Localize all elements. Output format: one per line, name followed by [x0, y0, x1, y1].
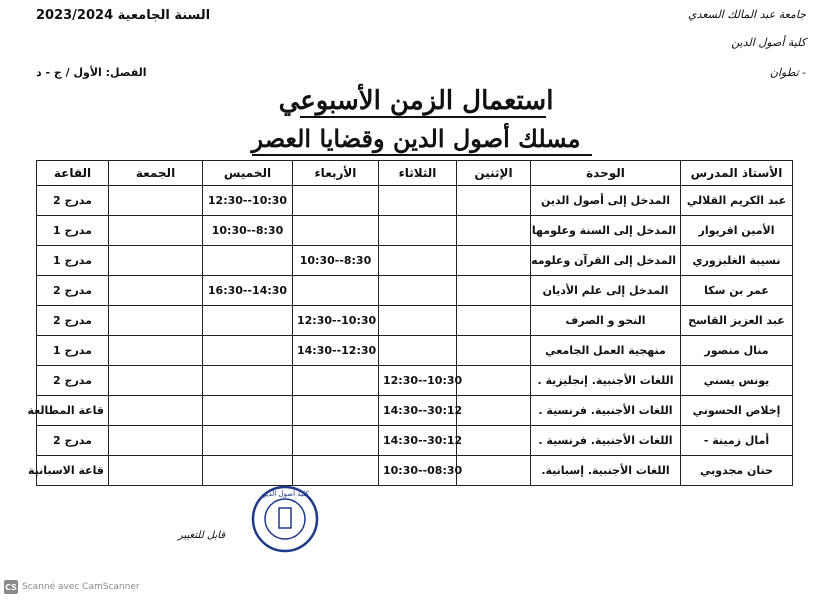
- cell-monday: [457, 306, 531, 336]
- cell-friday: [109, 246, 203, 276]
- header-professor: الأستاذ المدرس: [681, 161, 793, 186]
- table-row: [37, 396, 793, 426]
- cell-professor: إخلاص الحسوني: [681, 396, 793, 426]
- header-room: القاعة: [37, 161, 109, 186]
- page-title: استعمال الزمن الأسبوعي: [278, 86, 554, 116]
- cell-monday: [457, 186, 531, 216]
- cell-thursday: [203, 336, 293, 366]
- cell-professor: نسيبة الغلبزوري: [681, 246, 793, 276]
- cell-wednesday: [293, 276, 379, 306]
- cell-friday: [109, 336, 203, 366]
- cell-unit: المدخل إلى أصول الدين: [531, 186, 681, 216]
- cell-monday: [457, 336, 531, 366]
- table-row: [37, 306, 793, 336]
- cell-wednesday: [293, 426, 379, 456]
- cell-thursday: [203, 246, 293, 276]
- cell-tuesday: [379, 246, 457, 276]
- cell-friday: [109, 216, 203, 246]
- scanner-text: Scanné avec CamScanner: [22, 582, 140, 592]
- camscanner-icon: CS: [4, 580, 18, 594]
- cell-tuesday: 14:30--30:12: [379, 396, 457, 426]
- cell-professor: عمر بن سكا: [681, 276, 793, 306]
- cell-wednesday: [293, 396, 379, 426]
- cell-professor: عبد العزيز القاسح: [681, 306, 793, 336]
- cell-unit: المدخل إلى السنة وعلومها: [531, 216, 681, 246]
- cell-thursday: [203, 426, 293, 456]
- cell-room: مدرج 2: [37, 366, 109, 396]
- cell-friday: [109, 396, 203, 426]
- cell-thursday: [203, 396, 293, 426]
- program-title: مسلك أصول الدين وقضايا العصر: [251, 124, 581, 153]
- header-monday: الإثنين: [457, 161, 531, 186]
- cell-tuesday: 12:30--10:30: [379, 366, 457, 396]
- table-row: [37, 216, 793, 246]
- table-row: [37, 426, 793, 456]
- header-friday: الجمعة: [109, 161, 203, 186]
- official-stamp: [250, 484, 320, 554]
- cell-wednesday: [293, 366, 379, 396]
- title-underline: [300, 116, 546, 118]
- cell-room: مدرج 1: [37, 246, 109, 276]
- semester-label: الفصل: الأول / ج - د: [36, 66, 147, 79]
- table-row: [37, 456, 793, 486]
- stamp-inner-ring: [265, 499, 305, 539]
- cell-monday: [457, 276, 531, 306]
- table-row: [37, 366, 793, 396]
- cell-room: مدرج 2: [37, 276, 109, 306]
- cell-friday: [109, 186, 203, 216]
- cell-wednesday: [293, 216, 379, 246]
- city-name: - تطوان: [769, 66, 806, 79]
- cell-room: مدرج 2: [37, 186, 109, 216]
- cell-professor: أمال زمينة -: [681, 426, 793, 456]
- cell-thursday: 10:30--8:30: [203, 216, 293, 246]
- cell-room: مدرج 2: [37, 306, 109, 336]
- cell-thursday: [203, 366, 293, 396]
- program-underline: [252, 154, 592, 156]
- cell-unit: النحو و الصرف: [531, 306, 681, 336]
- cell-wednesday: 12:30--10:30: [293, 306, 379, 336]
- faculty-name: كلية أصول الدين: [731, 36, 806, 49]
- cell-tuesday: [379, 276, 457, 306]
- cell-professor: يونس يسني: [681, 366, 793, 396]
- cell-monday: [457, 216, 531, 246]
- schedule-table: [27, 160, 793, 486]
- cell-wednesday: 10:30--8:30: [293, 246, 379, 276]
- cell-unit: اللغات الأجنبية. فرنسية .: [531, 396, 681, 426]
- cell-room: مدرج 1: [37, 336, 109, 366]
- cell-monday: [457, 396, 531, 426]
- cell-thursday: 16:30--14:30: [203, 276, 293, 306]
- cell-unit: المدخل إلى علم الأديان: [531, 276, 681, 306]
- cell-unit: اللغات الأجنبية. فرنسية .: [531, 426, 681, 456]
- table-row: [37, 336, 793, 366]
- cell-monday: [457, 246, 531, 276]
- change-note: قابل للتغيير: [178, 530, 226, 541]
- cell-unit: منهجية العمل الجامعي: [531, 336, 681, 366]
- university-name: جامعة عبد المالك السعدي: [687, 8, 806, 21]
- cell-monday: [457, 456, 531, 486]
- header-tuesday: الثلاثاء: [379, 161, 457, 186]
- cell-wednesday: 14:30--12:30: [293, 336, 379, 366]
- cell-room: مدرج 2: [37, 426, 109, 456]
- cell-friday: [109, 366, 203, 396]
- cell-friday: [109, 456, 203, 486]
- cell-tuesday: [379, 216, 457, 246]
- cell-friday: [109, 276, 203, 306]
- cell-room: مدرج 1: [37, 216, 109, 246]
- scanner-footer: [4, 580, 140, 594]
- cell-tuesday: [379, 306, 457, 336]
- cell-tuesday: [379, 186, 457, 216]
- header-unit: الوحدة: [531, 161, 681, 186]
- table-row: [37, 246, 793, 276]
- cell-professor: منال منصور: [681, 336, 793, 366]
- cell-thursday: [203, 456, 293, 486]
- cell-wednesday: [293, 456, 379, 486]
- stamp-emblem: [279, 508, 291, 528]
- table-row: [37, 276, 793, 306]
- header-wednesday: الأربعاء: [293, 161, 379, 186]
- cell-unit: اللغات الأجنبية. إنجليزية .: [531, 366, 681, 396]
- header-thursday: الخميس: [203, 161, 293, 186]
- cell-unit: اللغات الأجنبية. إسبانية.: [531, 456, 681, 486]
- stamp-text: كلية أصول الدين: [261, 490, 309, 498]
- cell-tuesday: [379, 336, 457, 366]
- cell-monday: [457, 366, 531, 396]
- cell-professor: عبد الكريم القلالي: [681, 186, 793, 216]
- cell-friday: [109, 426, 203, 456]
- cell-wednesday: [293, 186, 379, 216]
- cell-monday: [457, 426, 531, 456]
- cell-tuesday: 10:30--08:30: [379, 456, 457, 486]
- academic-year: السنة الجامعية 2023/2024: [36, 8, 211, 23]
- cell-professor: حنان مجدوبي: [681, 456, 793, 486]
- cell-thursday: [203, 306, 293, 336]
- cell-unit: المدخل إلى القرآن وعلومه: [531, 246, 681, 276]
- cell-thursday: 12:30--10:30: [203, 186, 293, 216]
- cell-room: قاعة الاسبانية: [37, 456, 109, 486]
- cell-professor: الأمين اقريوار: [681, 216, 793, 246]
- cell-tuesday: 14:30--30:12: [379, 426, 457, 456]
- cell-friday: [109, 306, 203, 336]
- cell-room: قاعة المطالعة: [37, 396, 109, 426]
- table-header-row: [37, 161, 793, 186]
- table-row: [37, 186, 793, 216]
